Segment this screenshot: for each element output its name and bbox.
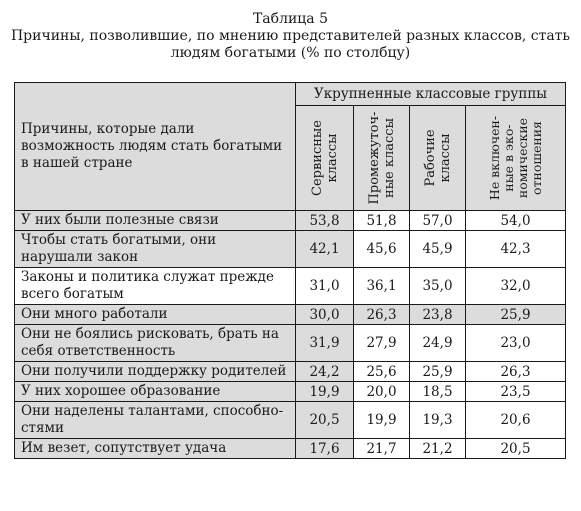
cell-value: 32,0 [466,268,566,305]
cell-value: 42,3 [466,231,566,268]
cell-value: 25,9 [410,362,466,382]
table-row [15,231,566,268]
table-row [15,439,566,459]
row-label: Они получили поддержку родителей [15,362,296,382]
row-label: Им везет, сопутствует удача [15,439,296,459]
row-label: Они много работали [15,305,296,325]
cell-value: 42,1 [296,231,354,268]
cell-value: 19,9 [296,382,354,402]
table-row [15,362,566,382]
data-table [14,82,566,459]
cell-value: 18,5 [410,382,466,402]
table-row [15,268,566,305]
table-caption [0,11,581,62]
cell-value: 30,0 [296,305,354,325]
cell-value: 31,0 [296,268,354,305]
cell-value: 20,6 [466,402,566,439]
column-header-service: Сервисные классы [296,106,354,211]
cell-value: 21,2 [410,439,466,459]
cell-value: 25,6 [354,362,410,382]
row-label: У них хорошее образование [15,382,296,402]
cell-value: 54,0 [466,211,566,231]
cell-value: 31,9 [296,325,354,362]
cell-value: 45,9 [410,231,466,268]
cell-value: 20,0 [354,382,410,402]
table-number: Таблица 5 [252,11,329,27]
table-row [15,402,566,439]
cell-value: 45,6 [354,231,410,268]
column-header-working: Рабочие классы [410,106,466,211]
cell-value: 24,9 [410,325,466,362]
class-group-header: Укрупненные классовые группы [296,83,566,106]
cell-value: 17,6 [296,439,354,459]
cell-value: 21,7 [354,439,410,459]
table-body [15,211,566,459]
row-label: Чтобы стать богатыми, они нарушали закон [15,231,296,268]
row-label: Законы и политика служат прежде всего богатым [15,268,296,305]
cell-value: 23,5 [466,382,566,402]
column-header-intermediate: Промежуточ- ные классы [354,106,410,211]
table-row [15,325,566,362]
table-row [15,211,566,231]
row-label: Они наделены талантами, способно-стями [15,402,296,439]
table-row [15,305,566,325]
cell-value: 51,8 [354,211,410,231]
cell-value: 19,3 [410,402,466,439]
cell-value: 25,9 [466,305,566,325]
cell-value: 26,3 [466,362,566,382]
reason-column-header: Причины, которые дали возможность людям стать богатыми в нашей стране [15,83,296,211]
row-label: У них были полезные связи [15,211,296,231]
cell-value: 53,8 [296,211,354,231]
cell-value: 20,5 [296,402,354,439]
cell-value: 26,3 [354,305,410,325]
cell-value: 57,0 [410,211,466,231]
cell-value: 20,5 [466,439,566,459]
cell-value: 23,8 [410,305,466,325]
cell-value: 19,9 [354,402,410,439]
table-row [15,382,566,402]
cell-value: 35,0 [410,268,466,305]
row-label: Они не боялись рисковать, брать на себя ответственность [15,325,296,362]
cell-value: 23,0 [466,325,566,362]
column-header-not-included: Не включен- ные в эко- номические отношения [466,106,566,211]
table-title: Причины, позволившие, по мнению представителей разных классов, стать людям богатыми (% по столбцу) [10,28,571,61]
cell-value: 27,9 [354,325,410,362]
cell-value: 36,1 [354,268,410,305]
cell-value: 24,2 [296,362,354,382]
